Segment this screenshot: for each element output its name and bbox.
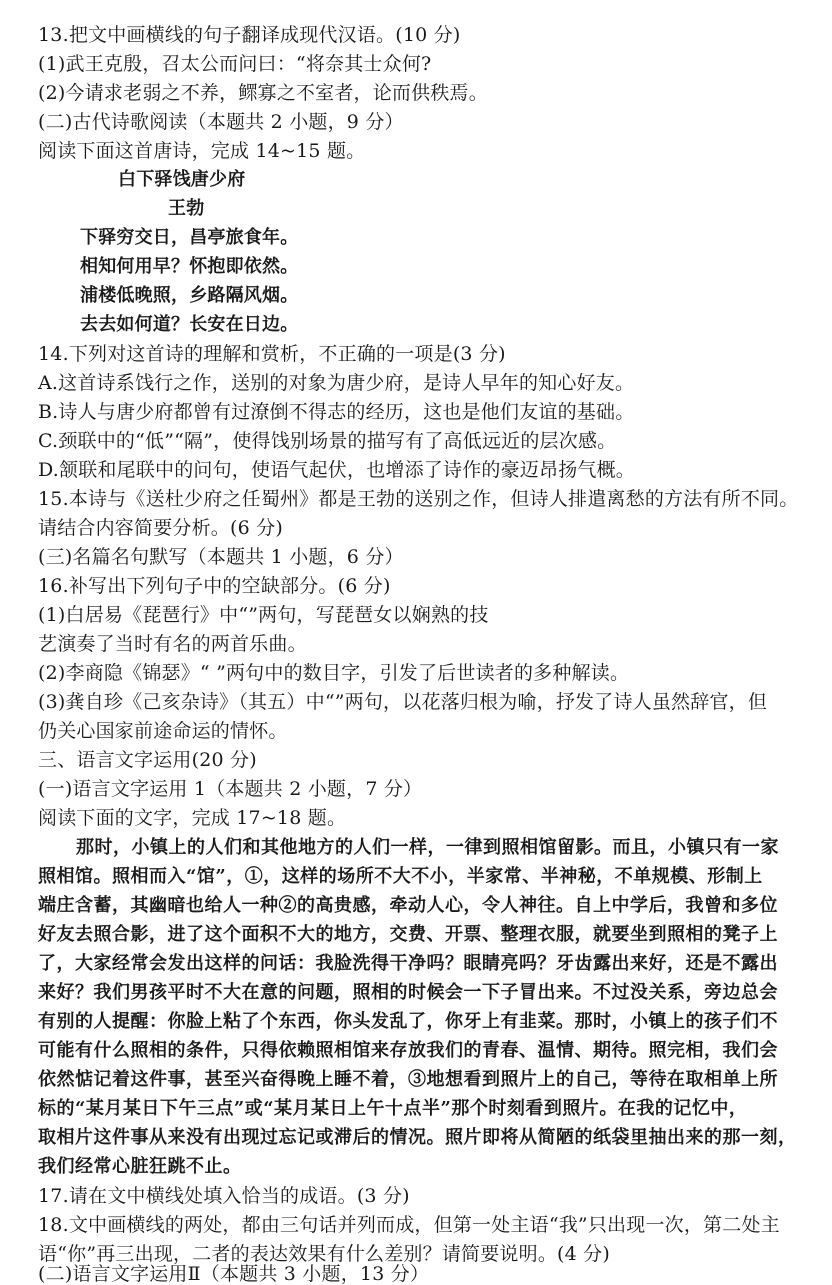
question-14: 14.下列对这首诗的理解和赏析，不正确的一项是(3 分) xyxy=(38,343,506,365)
poem-verse: 浦楼低晚照，乡路隔风烟。 xyxy=(80,285,299,306)
section-heading-dictation: (三)名篇名句默写（本题共 1 小题，6 分） xyxy=(38,546,404,568)
passage-line: 那时，小镇上的人们和其他地方的人们一样，一律到照相馆留影。而且，小镇只有一家 xyxy=(76,837,779,858)
question-13: 13.把文中画横线的句子翻译成现代汉语。(10 分) xyxy=(38,24,461,46)
passage-line: 取相片这件事从来没有出现过忘记或滞后的情况。照片即将从简陋的纸袋里抽出来的那一刻， xyxy=(38,1127,797,1148)
question-17: 17.请在文中横线处填入恰当的成语。(3 分) xyxy=(38,1185,410,1207)
question-16-item-3-cont: 仍关心国家前途命运的情怀。 xyxy=(38,720,288,742)
section-heading-poetry: (二)古代诗歌阅读（本题共 2 小题，9 分） xyxy=(38,111,404,133)
option-c: C.颈联中的“低”“隔”，使得饯别场景的描写有了高低远近的层次感。 xyxy=(38,430,617,452)
option-a: A.这首诗系饯行之作，送别的对象为唐少府，是诗人早年的知心好友。 xyxy=(38,372,635,394)
option-d: D.颔联和尾联中的问句，使语气起伏，也增添了诗作的豪迈昂扬气概。 xyxy=(38,459,635,481)
poetry-instruction: 阅读下面这首唐诗，完成 14~15 题。 xyxy=(38,140,366,162)
question-18-cont: 语“你”再三出现，二者的表达效果有什么差别？请简要说明。(4 分) xyxy=(38,1243,610,1265)
question-16: 16.补写出下列句子中的空缺部分。(6 分) xyxy=(38,575,391,597)
poem-verse: 相知何用早？怀抱即依然。 xyxy=(80,256,299,277)
subsection-heading-language-1: (一)语言文字运用 1（本题共 2 小题，7 分） xyxy=(38,778,423,800)
question-13-item-2: (2)今请求老弱之不养，鳏寡之不室者，论而供秩焉。 xyxy=(38,82,488,104)
question-16-item-2: (2)李商隐《锦瑟》“ ”两句中的数目字，引发了后世读者的多种解读。 xyxy=(38,662,630,684)
passage-line: 依然惦记着这件事，甚至兴奋得晚上睡不着，③地想看到照片上的自己，等待在取相单上所 xyxy=(38,1069,778,1090)
question-18: 18.文中画横线的两处，都由三句话并列而成，但第一处主语“我”只出现一次，第二处主 xyxy=(38,1214,780,1236)
passage-line: 我们经常心脏狂跳不止。 xyxy=(38,1156,242,1177)
passage-line: 来好？我们男孩平时不大在意的问题，照相的时候会一下子冒出来。不过没关系，旁边总会 xyxy=(38,982,778,1003)
subsection-heading-language-2: (二)语言文字运用Ⅱ（本题共 3 小题，13 分） xyxy=(38,1263,430,1285)
section-heading-language: 三、语言文字运用(20 分) xyxy=(38,749,257,771)
question-16-item-1: (1)白居易《琵琶行》中“”两句，写琵琶女以娴熟的技 xyxy=(38,604,489,626)
passage-line: 可能有什么照相的条件，只得依赖照相馆来存放我们的青春、温情、期待。照完相，我们会 xyxy=(38,1040,778,1061)
passage-line: 标的“某月某日下午三点”或“某月某日上午十点半”那个时刻看到照片。在我的记忆中， xyxy=(38,1098,748,1119)
question-13-item-1: (1)武王克殷，召太公而问曰：“将奈其士众何? xyxy=(38,53,432,75)
passage-line: 有别的人提醒：你脸上粘了个东西，你头发乱了，你牙上有韭菜。那时，小镇上的孩子们不 xyxy=(38,1011,778,1032)
passage-line: 了，大家经常会发出这样的问话：我脸洗得干净吗？眼睛亮吗？牙齿露出来好，还是不露出 xyxy=(38,953,778,974)
reading-instruction: 阅读下面的文字，完成 17~18 题。 xyxy=(38,807,347,829)
passage-line: 端庄含蓄，其幽暗也给人一种②的高贵感，牵动人心，令人神往。自上中学后，我曾和多位 xyxy=(38,895,778,916)
poem-verse: 下驿穷交日，昌亭旅食年。 xyxy=(80,227,299,248)
question-15-cont: 请结合内容简要分析。(6 分) xyxy=(38,517,283,539)
poem-author: 王勃 xyxy=(168,198,205,219)
question-16-item-1-cont: 艺演奏了当时有名的两首乐曲。 xyxy=(38,633,307,655)
question-15: 15.本诗与《送杜少府之任蜀州》都是王勃的送别之作，但诗人排遣离愁的方法有所不同。 xyxy=(38,488,799,510)
question-16-item-3: (3)龚自珍《己亥杂诗》（其五）中“”两句，以花落归根为喻，抒发了诗人虽然辞官，但 xyxy=(38,691,768,713)
option-b: B.诗人与唐少府都曾有过潦倒不得志的经历，这也是他们友谊的基础。 xyxy=(38,401,635,423)
passage-line: 好友去照合影，进了这个面积不大的地方，交费、开票、整理衣服，就要坐到照相的凳子上 xyxy=(38,924,778,945)
poem-title: 白下驿饯唐少府 xyxy=(118,169,246,190)
passage-line: 照相馆。照相而入“馆”，①，这样的场所不大不小，半家常、半神秘，不单规模、形制上 xyxy=(38,866,763,887)
poem-verse: 去去如何道？长安在日边。 xyxy=(80,314,299,335)
